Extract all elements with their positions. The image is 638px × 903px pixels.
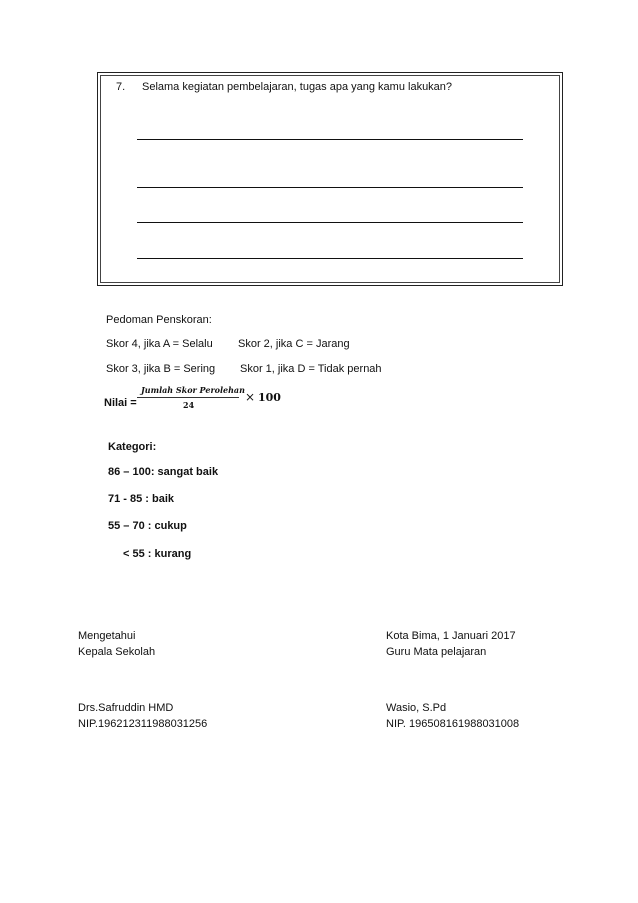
score-2-rule: Skor 2, jika C = Jarang: [238, 338, 350, 350]
multiply-sign: ×: [245, 390, 256, 404]
score-3-rule: Skor 3, jika B = Sering: [106, 363, 216, 375]
left-signature-line2: Kepala Sekolah: [78, 646, 156, 658]
answer-line-2: [137, 187, 523, 188]
right-signature-nip: NIP. 196508161988031008: [386, 718, 520, 730]
left-signature-line1: Mengetahui: [78, 630, 136, 642]
right-signature-name: Wasio, S.Pd: [386, 702, 447, 714]
left-signature-nip: NIP.196212311988031256: [78, 718, 208, 730]
right-signature-line2: Guru Mata pelajaran: [386, 646, 487, 658]
question-box-inner-border: [100, 75, 560, 283]
category-item: 71 - 85 : baik: [108, 493, 175, 505]
score-4-rule: Skor 4, jika A = Selalu: [106, 338, 213, 350]
formula-numerator: Jumlah Skor Perolehan: [141, 385, 245, 395]
scoring-heading: Pedoman Penskoran:: [106, 314, 212, 326]
answer-line-1: [137, 139, 523, 140]
formula-multiplier: 100: [258, 391, 281, 404]
question-text: Selama kegiatan pembelajaran, tugas apa yang kamu lakukan?: [142, 81, 453, 93]
question-box: [97, 72, 563, 286]
answer-line-3: [137, 222, 523, 223]
question-number: 7.: [116, 81, 126, 93]
fraction-bar: [137, 397, 239, 398]
category-item: 86 – 100: sangat baik: [108, 466, 219, 478]
answer-line-4: [137, 258, 523, 259]
category-item: 55 – 70 : cukup: [108, 520, 187, 532]
formula-denominator: 24: [183, 400, 195, 410]
categories-heading: Kategori:: [108, 441, 157, 453]
score-1-rule: Skor 1, jika D = Tidak pernah: [240, 363, 382, 375]
left-signature-name: Drs.Safruddin HMD: [78, 702, 174, 714]
category-item: < 55 : kurang: [123, 548, 192, 560]
nilai-label: Nilai =: [104, 397, 137, 409]
right-signature-line1: Kota Bima, 1 Januari 2017: [386, 630, 516, 642]
